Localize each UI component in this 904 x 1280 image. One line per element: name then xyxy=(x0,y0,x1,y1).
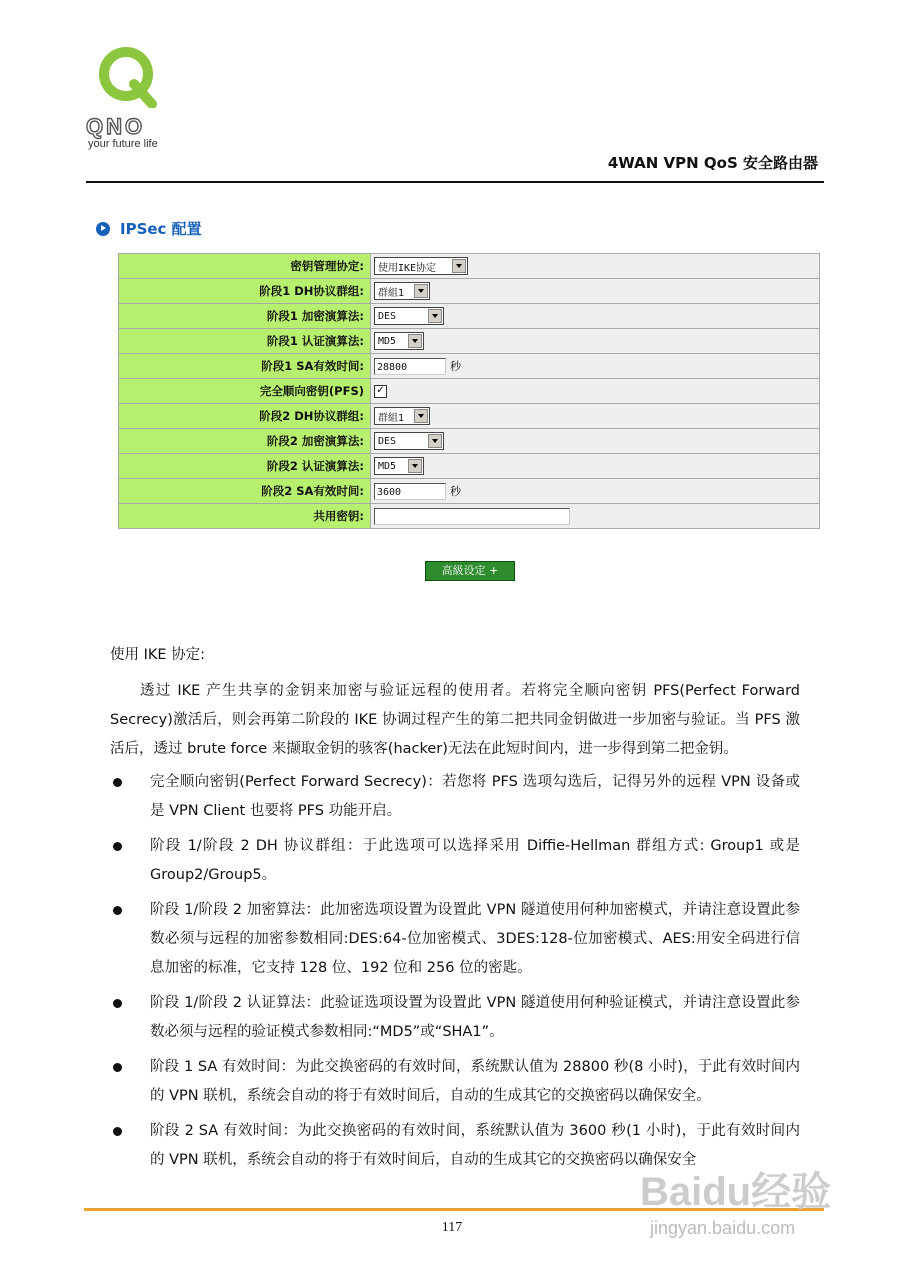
p2-sa-unit: 秒 xyxy=(450,485,461,498)
brand-name: QNO xyxy=(86,114,146,139)
p1-auth-label: 阶段1 认证演算法: xyxy=(119,329,371,354)
p1-dh-select[interactable]: 群組1 xyxy=(374,282,430,300)
baidu-watermark xyxy=(640,1160,860,1250)
chevron-down-icon xyxy=(452,259,466,273)
brand-slogan: your future life xyxy=(88,138,158,150)
watermark-main: Baidu经验 xyxy=(640,1170,832,1214)
header-divider xyxy=(86,181,824,183)
row-p1-dh xyxy=(119,279,820,304)
chevron-down-icon xyxy=(428,309,442,323)
chevron-down-icon xyxy=(408,459,422,473)
row-p2-sa xyxy=(119,479,820,504)
p1-enc-select[interactable]: DES xyxy=(374,307,444,325)
section-title: IPSec 配置 xyxy=(120,220,202,238)
p1-sa-label: 阶段1 SA有效时间: xyxy=(119,354,371,379)
p1-sa-input[interactable]: 28800 xyxy=(374,358,446,375)
psk-label: 共用密钥: xyxy=(119,504,371,529)
chevron-down-icon xyxy=(414,284,428,298)
qno-logo xyxy=(86,44,186,154)
intro-line: 使用 IKE 协定: xyxy=(110,647,206,663)
pfs-checkbox[interactable]: ✓ xyxy=(374,385,387,398)
p2-sa-input[interactable]: 3600 xyxy=(374,483,446,500)
p2-enc-label: 阶段2 加密演算法: xyxy=(119,429,371,454)
feature-list xyxy=(110,768,800,1181)
p2-auth-select[interactable]: MD5 xyxy=(374,457,424,475)
p1-auth-select[interactable]: MD5 xyxy=(374,332,424,350)
p2-enc-select[interactable]: DES xyxy=(374,432,444,450)
row-p2-enc xyxy=(119,429,820,454)
chevron-down-icon xyxy=(408,334,422,348)
chevron-down-icon xyxy=(414,409,428,423)
row-p2-auth xyxy=(119,454,820,479)
advanced-settings-button[interactable]: 高級设定 + xyxy=(425,561,515,581)
p1-sa-unit: 秒 xyxy=(450,360,461,373)
p2-auth-label: 阶段2 认证演算法: xyxy=(119,454,371,479)
p1-dh-label: 阶段1 DH协议群组: xyxy=(119,279,371,304)
row-p1-sa xyxy=(119,354,820,379)
psk-input[interactable] xyxy=(374,508,570,525)
ipsec-config-table xyxy=(118,253,820,529)
list-item: 阶段 1 SA 有效时间：为此交换密码的有效时间，系统默认值为 28800 秒(8 小时)，于此有效时间内的 VPN 联机，系统会自动的将于有效时间后，自动的生成其它的交换密码以确保安全。 xyxy=(110,1053,800,1111)
key-mgmt-label: 密钥管理协定: xyxy=(119,254,371,279)
intro-paragraph: 透过 IKE 产生共享的金钥来加密与验证远程的使用者。若将完全顺向密钥 PFS(Perfect Forward Secrecy)激活后，则会再第二阶段的 IKE 协调过程产生的第二把共同金钥做进一步加密与验证。当 PFS 激活后，透过 brute force 来撷取金钥的骇客(hacker)无法在此短时间内，进一步得到第二把金钥。 xyxy=(110,683,800,757)
row-p1-auth xyxy=(119,329,820,354)
q-logo-icon xyxy=(96,44,160,108)
list-item: 阶段 2 SA 有效时间：为此交换密码的有效时间，系统默认值为 3600 秒(1 小时)，于此有效时间内的 VPN 联机，系统会自动的将于有效时间后，自动的生成其它的交换密码以确保安全 xyxy=(110,1117,800,1175)
watermark-sub: jingyan.baidu.com xyxy=(650,1218,796,1238)
p1-enc-label: 阶段1 加密演算法: xyxy=(119,304,371,329)
arrow-bullet-icon xyxy=(96,222,110,236)
section-heading xyxy=(96,218,202,239)
chevron-down-icon xyxy=(428,434,442,448)
list-item: 阶段 1/阶段 2 加密算法：此加密选项设置为设置此 VPN 隧道使用何种加密模式，并请注意设置此参数必须与远程的加密参数相同:DES:64-位加密模式、3DES:128-位加密模式、AES:用安全码进行信息加密的标准，它支持 128 位、192 位和 256 位的密匙。 xyxy=(110,896,800,983)
row-p2-dh xyxy=(119,404,820,429)
row-pfs xyxy=(119,379,820,404)
key-mgmt-select[interactable]: 使用IKE协定 xyxy=(374,257,468,275)
row-psk xyxy=(119,504,820,529)
p2-dh-label: 阶段2 DH协议群组: xyxy=(119,404,371,429)
page-number: 117 xyxy=(441,1220,463,1235)
list-item: 完全顺向密钥(Perfect Forward Secrecy)：若您将 PFS 选项勾选后，记得另外的远程 VPN 设备或是 VPN Client 也要将 PFS 功能开启。 xyxy=(110,768,800,826)
list-item: 阶段 1/阶段 2 DH 协议群组：于此选项可以选择采用 Diffie-Hellman 群组方式: Group1 或是 Group2/Group5。 xyxy=(110,832,800,890)
document-title: 4WAN VPN QoS 安全路由器 xyxy=(607,154,818,172)
pfs-label: 完全顺向密钥(PFS) xyxy=(119,379,371,404)
p2-dh-select[interactable]: 群組1 xyxy=(374,407,430,425)
p2-sa-label: 阶段2 SA有效时间: xyxy=(119,479,371,504)
list-item: 阶段 1/阶段 2 认证算法：此验证选项设置为设置此 VPN 隧道使用何种验证模式，并请注意设置此参数必须与远程的验证模式参数相同:“MD5”或“SHA1”。 xyxy=(110,989,800,1047)
row-p1-enc xyxy=(119,304,820,329)
row-key-management xyxy=(119,254,820,279)
